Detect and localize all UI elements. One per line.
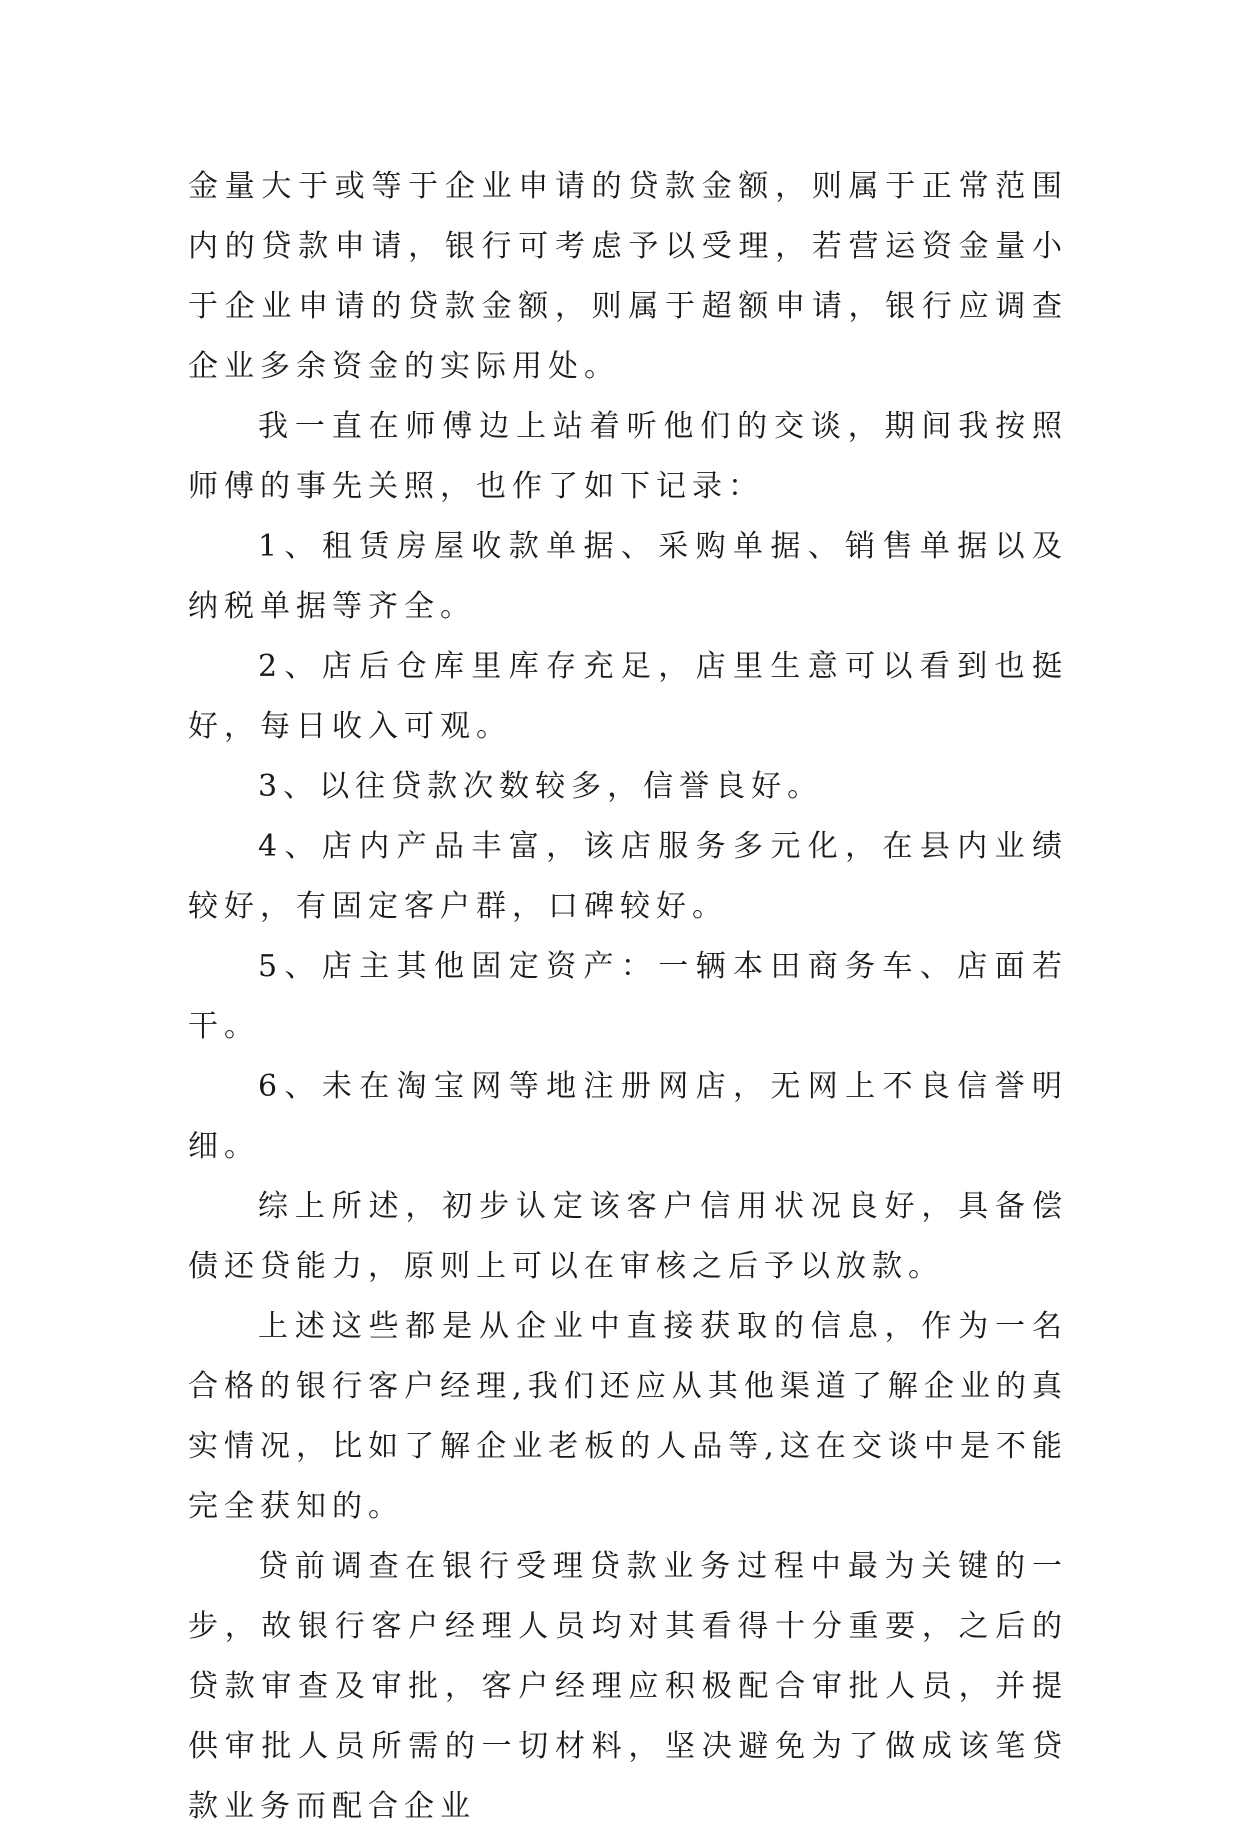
paragraph-continued: 金量大于或等于企业申请的贷款金额，则属于正常范围内的贷款申请，银行可考虑予以受理，若营运资金量小于企业申请的贷款金额，则属于超额申请，银行应调查企业多余资金的实际用处。 — [188, 169, 1068, 384]
paragraph-other-channels: 上述这些都是从企业中直接获取的信息，作为一名合格的银行客户经理,我们还应从其他渠道了解企业的真实情况，比如了解企业老板的人品等,这在交谈中是不能完全获知的。 — [188, 1309, 1068, 1524]
list-item-5: 5、店主其他固定资产：一辆本田商务车、店面若干。 — [188, 949, 1068, 1044]
list-item-2: 2、店后仓库里库存充足，店里生意可以看到也挺好，每日收入可观。 — [188, 649, 1068, 744]
paragraph-pre-loan-investigation: 贷前调查在银行受理贷款业务过程中最为关键的一步，故银行客户经理人员均对其看得十分重要，之后的贷款审查及审批，客户经理应积极配合审批人员，并提供审批人员所需的一切材料，坚决避免为了做成该笔贷款业务而配合企业 — [188, 1549, 1068, 1824]
list-item-1: 1、租赁房屋收款单据、采购单据、销售单据以及纳税单据等齐全。 — [188, 529, 1068, 624]
list-item-4: 4、店内产品丰富，该店服务多元化，在县内业绩较好，有固定客户群，口碑较好。 — [188, 829, 1068, 924]
document-body — [188, 157, 1068, 1837]
paragraph-summary: 综上所述，初步认定该客户信用状况良好，具备偿债还贷能力，原则上可以在审核之后予以放款。 — [188, 1189, 1068, 1284]
paragraph-observation: 我一直在师傅边上站着听他们的交谈，期间我按照师傅的事先关照，也作了如下记录： — [188, 409, 1068, 504]
list-item-3: 3、以往贷款次数较多，信誉良好。 — [258, 769, 824, 804]
list-item-6: 6、未在淘宝网等地注册网店，无网上不良信誉明细。 — [188, 1069, 1068, 1164]
